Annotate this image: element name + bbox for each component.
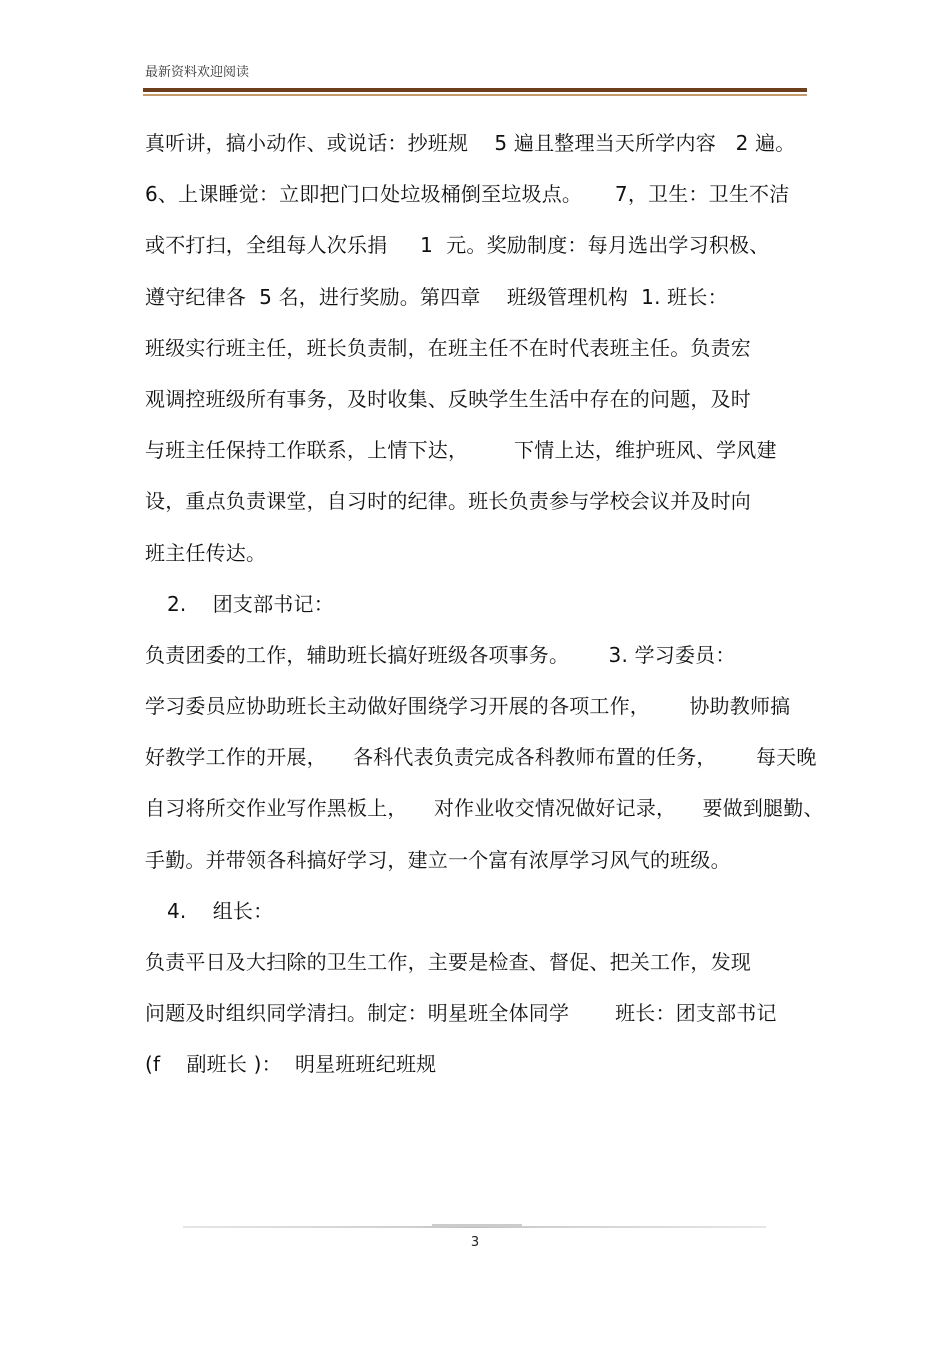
section-heading-youth-league-secretary: 2. 团支部书记： <box>167 591 334 616</box>
body-line: (f 副班长 )： 明星班班纪班规 <box>145 1052 437 1077</box>
document-body <box>145 118 824 1091</box>
page-number: 3 <box>470 1235 480 1250</box>
body-line: 负责平日及大扫除的卫生工作，主要是检查、督促、把关工作，发现 <box>145 950 751 974</box>
header-rule-dark <box>143 88 807 92</box>
body-line: 6、上课睡觉：立即把门口处垃圾桶倒至垃圾点。 7，卫生：卫生不洁 <box>145 182 790 207</box>
body-line: 遵守纪律各 5 名，进行奖励。第四章 班级管理机构 1. 班长： <box>145 284 728 309</box>
body-line: 手勤。并带领各科搞好学习，建立一个富有浓厚学习风气的班级。 <box>145 847 731 872</box>
body-line: 自习将所交作业写作黑板上， 对作业收交情况做好记录， 要做到腿勤、 <box>145 796 824 821</box>
body-line: 设，重点负责课堂，自习时的纪律。班长负责参与学校会议并及时向 <box>145 489 751 514</box>
body-line: 班级实行班主任，班长负责制，在班主任不在时代表班主任。负责宏 <box>145 335 751 360</box>
body-line: 负责团委的工作，辅助班长搞好班级各项事务。 3. 学习委员： <box>145 642 736 667</box>
section-heading-group-leader: 4. 组长： <box>167 898 274 923</box>
body-line: 问题及时组织同学清扫。制定：明星班全体同学 班长：团支部书记 <box>145 1001 777 1026</box>
header-rule-light <box>143 94 807 96</box>
body-line: 与班主任保持工作联系，上情下达， 下情上达，维护班风、学风建 <box>145 438 777 463</box>
body-line: 学习委员应协助班长主动做好围绕学习开展的各项工作， 协助教师搞 <box>145 694 791 719</box>
body-line: 真听讲，搞小动作、或说话：抄班规 5 遍且整理当天所学内容 2 遍。 <box>145 131 796 155</box>
body-line: 或不打扫，全组每人次乐捐 1 元。奖励制度：每月选出学习积极、 <box>145 233 770 258</box>
footer-rule-center <box>432 1224 522 1227</box>
body-line: 观调控班级所有事务，及时收集、反映学生生活中存在的问题，及时 <box>145 386 751 411</box>
header-text: 最新资料欢迎阅读 <box>145 65 250 80</box>
body-line: 班主任传达。 <box>145 540 267 565</box>
body-line: 好教学工作的开展， 各科代表负责完成各科教师布置的任务， 每天晚 <box>145 745 817 770</box>
